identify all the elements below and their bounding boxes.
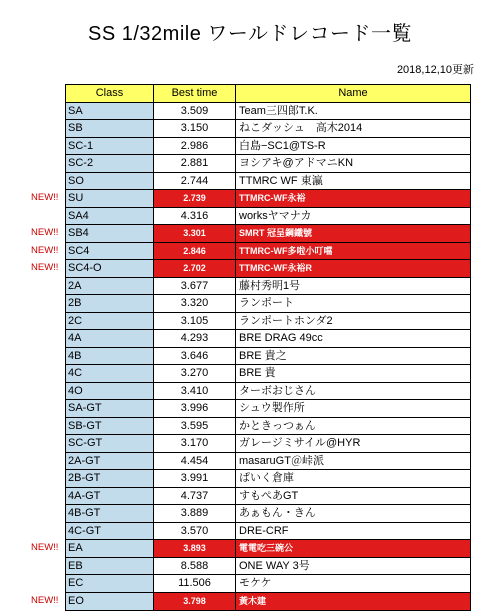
class-cell: SB-GT [66, 418, 154, 435]
name-cell: TTMRC WF 東瀛 [239, 174, 323, 187]
table-row [66, 120, 470, 138]
table-row [66, 418, 470, 436]
name-cell: モケケ [239, 577, 272, 589]
best-time-cell: 2.881 [154, 155, 236, 172]
best-time-cell: 3.150 [154, 120, 236, 137]
class-cell: 4A-GT [66, 488, 154, 505]
table-row [66, 365, 470, 383]
name-cell: ねこダッシュ 高木2014 [239, 122, 363, 134]
best-time-cell: 4.454 [154, 453, 236, 470]
table-row [66, 138, 470, 156]
table-row [66, 470, 470, 488]
class-cell: SA [66, 103, 154, 120]
table-row [66, 540, 470, 558]
new-record-label: NEW!! [31, 227, 59, 238]
table-row [66, 348, 470, 366]
best-time-cell: 2.846 [154, 243, 236, 260]
class-cell: SC4 [66, 243, 154, 260]
best-time-cell: 11.506 [154, 575, 236, 592]
class-cell: EB [66, 558, 154, 575]
best-time-cell: 3.893 [154, 540, 236, 557]
best-time-cell: 3.270 [154, 365, 236, 382]
table-row [66, 295, 470, 313]
best-time-cell: 3.570 [154, 523, 236, 540]
name-cell: ヨシアキ@アドマニKN [239, 157, 354, 169]
table-row [66, 523, 470, 541]
class-cell: 2A [66, 278, 154, 295]
table-row [66, 155, 470, 173]
name-cell: BRE 貴之 [239, 349, 287, 362]
name-cell: SMRT 冠呈鋼鐵號 [236, 225, 470, 242]
best-time-cell: 4.293 [154, 330, 236, 347]
name-cell: 藤村秀明1号 [239, 279, 301, 292]
table-row [66, 173, 470, 191]
name-cell: BRE DRAG 49cc [239, 332, 323, 344]
new-record-label: NEW!! [31, 594, 59, 606]
header-best-time: Best time [154, 85, 236, 102]
name-cell: すもぺあGT [239, 489, 299, 502]
records-table [65, 84, 471, 611]
new-record-label: NEW!! [31, 244, 59, 256]
header-class: Class [66, 85, 154, 102]
class-cell: SC-GT [66, 435, 154, 452]
name-cell: あぁもん・きん [239, 507, 316, 519]
best-time-cell: 4.737 [154, 488, 236, 505]
name-cell: worksヤマナカ [239, 209, 312, 222]
best-time-cell: 3.170 [154, 435, 236, 452]
best-time-cell: 3.320 [154, 295, 236, 312]
best-time-cell: 8.588 [154, 558, 236, 575]
table-row [66, 435, 470, 453]
name-cell: シュウ製作所 [239, 402, 305, 414]
class-cell: 4C [66, 365, 154, 382]
class-cell: EO [66, 593, 154, 611]
name-cell: ONE WAY 3号 [239, 559, 310, 572]
name-cell: DRE-CRF [239, 524, 289, 537]
table-row [66, 558, 470, 576]
table-row [66, 225, 470, 243]
best-time-cell: 3.991 [154, 470, 236, 487]
best-time-cell: 2.702 [154, 260, 236, 277]
class-cell: SC-1 [66, 138, 154, 155]
best-time-cell: 2.986 [154, 138, 236, 155]
class-cell: 4O [66, 383, 154, 400]
new-record-label: NEW!! [31, 262, 59, 273]
table-row [66, 313, 470, 331]
best-time-cell: 3.677 [154, 278, 236, 295]
name-cell: ランポートホンダ2 [239, 314, 333, 327]
class-cell: 2A-GT [66, 453, 154, 470]
best-time-cell: 3.889 [154, 505, 236, 522]
class-cell: 4C-GT [66, 523, 154, 540]
table-row [66, 575, 470, 593]
class-cell: SO [66, 173, 154, 190]
best-time-cell: 4.316 [154, 208, 236, 225]
name-cell: TTMRC-WF永裕R [236, 260, 470, 277]
class-cell: SC-2 [66, 155, 154, 172]
best-time-cell: 3.509 [154, 103, 236, 120]
page-title: SS 1/32mile ワールドレコード一覧 [88, 23, 412, 45]
name-cell: 白島−SC1@TS-R [239, 139, 326, 152]
table-row [66, 400, 470, 418]
table-row [66, 593, 470, 611]
table-row [66, 488, 470, 506]
class-cell: 2B [66, 295, 154, 312]
best-time-cell: 3.301 [154, 225, 236, 242]
table-row [66, 383, 470, 401]
class-cell: SU [66, 190, 154, 207]
class-cell: 2B-GT [66, 470, 154, 487]
class-cell: SB [66, 120, 154, 137]
best-time-cell: 2.744 [154, 173, 236, 190]
name-cell: Team三四郎T.K. [239, 104, 318, 117]
new-record-label: NEW!! [31, 192, 59, 203]
name-cell: ガレージミサイル@HYR [239, 437, 361, 449]
table-row [66, 190, 470, 208]
class-cell: 2C [66, 313, 154, 330]
name-cell: TTMRC-WF多啦小叮噹 [236, 243, 470, 260]
updated-date: 2018,12,10更新 [396, 64, 474, 76]
class-cell: SB4 [66, 225, 154, 242]
best-time-cell: 3.105 [154, 313, 236, 330]
best-time-cell: 3.996 [154, 400, 236, 417]
name-cell: ターボおじさん [239, 384, 316, 397]
table-row [66, 330, 470, 348]
table-row [66, 453, 470, 471]
name-cell: BRE 貴 [239, 367, 276, 379]
class-cell: SA4 [66, 208, 154, 225]
name-cell: 黃木建 [236, 593, 470, 611]
table-row [66, 278, 470, 296]
name-cell: ぱいく倉庫 [239, 472, 294, 484]
best-time-cell: 3.798 [154, 593, 236, 611]
table-row [66, 208, 470, 226]
best-time-cell: 3.595 [154, 418, 236, 435]
header-name: Name [236, 85, 470, 102]
best-time-cell: 3.646 [154, 348, 236, 365]
table-row [66, 103, 470, 121]
name-cell: ランポート [239, 297, 294, 309]
best-time-cell: 3.410 [154, 383, 236, 400]
class-cell: SC4-O [66, 260, 154, 277]
table-row [66, 243, 470, 261]
class-cell: SA-GT [66, 400, 154, 417]
class-cell: EC [66, 575, 154, 592]
table-row [66, 260, 470, 278]
class-cell: EA [66, 540, 154, 557]
name-cell: TTMRC-WF永裕 [236, 190, 470, 207]
name-cell: masaruGT＠峠派 [239, 454, 324, 467]
best-time-cell: 2.739 [154, 190, 236, 207]
class-cell: 4A [66, 330, 154, 347]
class-cell: 4B-GT [66, 505, 154, 522]
name-cell: かときっつぁん [239, 419, 316, 432]
class-cell: 4B [66, 348, 154, 365]
new-record-label: NEW!! [31, 542, 59, 553]
table-row [66, 505, 470, 523]
table-header-row [66, 85, 470, 103]
name-cell: 電電吃三碗公 [236, 540, 470, 557]
